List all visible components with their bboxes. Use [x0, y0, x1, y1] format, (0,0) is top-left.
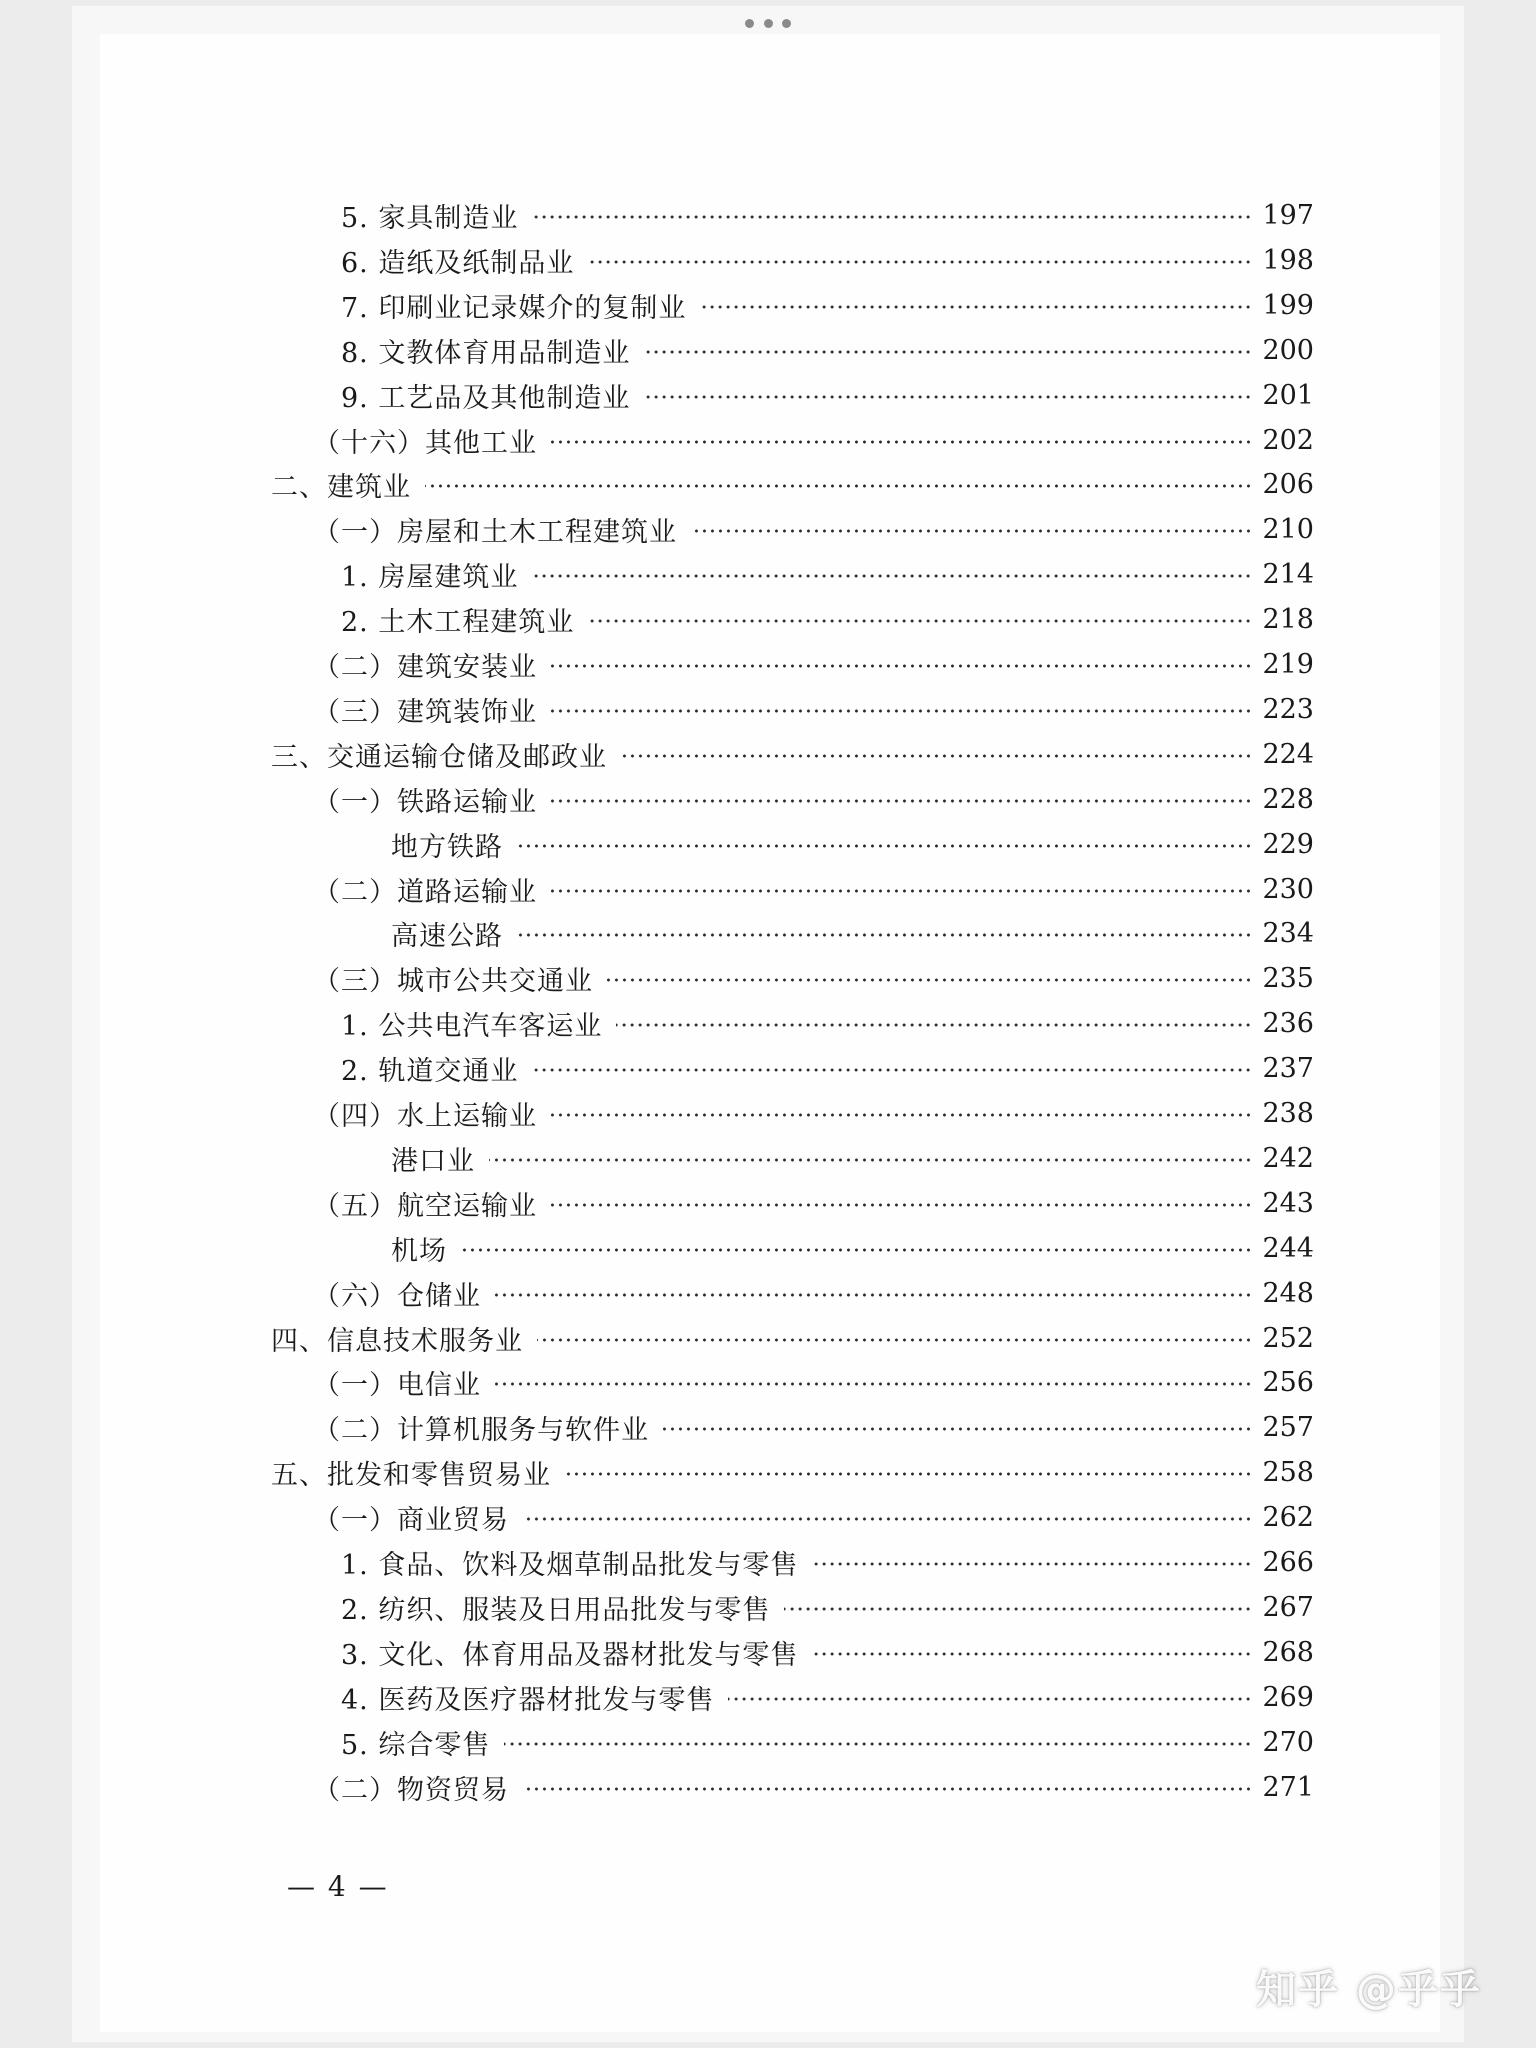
toc-entry-label: （六）仓储业 — [313, 1280, 481, 1312]
toc-entry-label: 三、交通运输仓储及邮政业 — [271, 741, 607, 773]
toc-entry-page: 197 — [1262, 199, 1314, 231]
toc-entry-label: 机场 — [391, 1235, 447, 1267]
dot-leader — [551, 797, 1252, 805]
toc-entry[interactable] — [313, 509, 1314, 549]
toc-entry[interactable] — [313, 644, 1314, 684]
toc-entry[interactable] — [313, 1093, 1314, 1133]
dot-leader — [784, 1605, 1252, 1613]
toc-entry-label: 1. 房屋建筑业 — [341, 561, 519, 593]
dot-leader — [616, 1021, 1252, 1029]
toc-entry-label: （一）电信业 — [313, 1369, 481, 1401]
dot-leader — [523, 1515, 1252, 1523]
dot-leader — [728, 1695, 1252, 1703]
toc-entry-label: （三）城市公共交通业 — [313, 965, 593, 997]
toc-entry-page: 219 — [1262, 648, 1314, 680]
toc-entry[interactable] — [391, 824, 1314, 864]
toc-entry[interactable] — [341, 1587, 1314, 1627]
toc-entry[interactable] — [341, 330, 1314, 370]
toc-entry-label: 9. 工艺品及其他制造业 — [341, 382, 631, 414]
dot-leader — [644, 393, 1252, 401]
toc-entry[interactable] — [271, 464, 1314, 504]
toc-entry-page: 248 — [1262, 1277, 1314, 1309]
toc-entry-page: 199 — [1262, 289, 1314, 321]
dot-leader — [532, 213, 1252, 221]
dot-leader — [607, 976, 1252, 984]
toc-entry-page: 237 — [1262, 1052, 1314, 1084]
toc-entry-page: 236 — [1262, 1007, 1314, 1039]
toc-entry-label: 6. 造纸及纸制品业 — [341, 247, 575, 279]
toc-entry[interactable] — [313, 689, 1314, 729]
toc-entry-page: 210 — [1262, 513, 1314, 545]
toc-entry-label: 8. 文教体育用品制造业 — [341, 337, 631, 369]
dot-leader — [489, 1156, 1252, 1164]
dot-leader — [461, 1246, 1252, 1254]
toc-entry[interactable] — [271, 1318, 1314, 1358]
toc-entry-page: 201 — [1262, 379, 1314, 411]
dot-leader — [537, 1336, 1252, 1344]
toc-entry-label: 二、建筑业 — [271, 471, 411, 503]
dot-leader — [644, 348, 1252, 356]
toc-entry-page: 218 — [1262, 603, 1314, 635]
toc-entry-page: 268 — [1262, 1636, 1314, 1668]
toc-entry-label: 7. 印刷业记录媒介的复制业 — [341, 292, 687, 324]
toc-entry[interactable] — [391, 1228, 1314, 1268]
toc-entry-page: 258 — [1262, 1456, 1314, 1488]
toc-entry[interactable] — [313, 1273, 1314, 1313]
dot-leader — [504, 1740, 1252, 1748]
toc-entry-page: 234 — [1262, 917, 1314, 949]
toc-entry-label: （一）房屋和土木工程建筑业 — [313, 516, 677, 548]
toc-entry[interactable] — [341, 1003, 1314, 1043]
toc-entry-label: 2. 纺织、服装及日用品批发与零售 — [341, 1594, 771, 1626]
toc-entry[interactable] — [341, 1542, 1314, 1582]
toc-entry-page: 229 — [1262, 828, 1314, 860]
dot-leader — [551, 887, 1252, 895]
toc-entry-label: 港口业 — [391, 1145, 475, 1177]
toc-entry[interactable] — [341, 1722, 1314, 1762]
dot-leader — [551, 1111, 1252, 1119]
toc-entry[interactable] — [313, 420, 1314, 460]
toc-entry-label: 1. 公共电汽车客运业 — [341, 1010, 603, 1042]
toc-entry[interactable] — [313, 1183, 1314, 1223]
toc-entry-label: 高速公路 — [391, 920, 503, 952]
toc-entry[interactable] — [313, 869, 1314, 909]
toc-entry-page: 257 — [1262, 1411, 1314, 1443]
toc-entry-page: 269 — [1262, 1681, 1314, 1713]
toc-entry-label: 1. 食品、饮料及烟草制品批发与零售 — [341, 1549, 799, 1581]
toc-entry[interactable] — [313, 1497, 1314, 1537]
dot-leader — [812, 1560, 1252, 1568]
toc-entry-page: 244 — [1262, 1232, 1314, 1264]
toc-entry-label: 五、批发和零售贸易业 — [271, 1459, 551, 1491]
toc-entry-page: 266 — [1262, 1546, 1314, 1578]
dot-leader — [517, 842, 1252, 850]
watermark: 知乎 @乎乎 — [1256, 1967, 1482, 2013]
toc-entry-page: 224 — [1262, 738, 1314, 770]
dot-leader — [551, 707, 1252, 715]
table-of-contents — [100, 34, 1440, 2032]
toc-entry[interactable] — [341, 285, 1314, 325]
toc-entry[interactable] — [271, 734, 1314, 774]
toc-entry-page: 206 — [1262, 468, 1314, 500]
dot-leader — [691, 527, 1252, 535]
toc-entry-page: 243 — [1262, 1187, 1314, 1219]
toc-entry-page: 252 — [1262, 1322, 1314, 1354]
toc-entry[interactable] — [391, 913, 1314, 953]
toc-entry-label: 3. 文化、体育用品及器材批发与零售 — [341, 1639, 799, 1671]
document-page — [100, 34, 1440, 2032]
dot-leader — [551, 438, 1252, 446]
toc-entry-page: 198 — [1262, 244, 1314, 276]
toc-entry-label: （十六）其他工业 — [313, 427, 537, 459]
toc-entry-page: 256 — [1262, 1366, 1314, 1398]
toc-entry[interactable] — [313, 1767, 1314, 1807]
dot-leader — [700, 303, 1252, 311]
page-number: — 4 — — [287, 1870, 389, 1903]
dot-leader — [621, 752, 1252, 760]
toc-entry-page: 230 — [1262, 873, 1314, 905]
toc-entry-page: 223 — [1262, 693, 1314, 725]
toc-entry-label: （三）建筑装饰业 — [313, 696, 537, 728]
toc-entry[interactable] — [341, 240, 1314, 280]
toc-entry[interactable] — [341, 599, 1314, 639]
toc-entry-label: （二）物资贸易 — [313, 1774, 509, 1806]
toc-entry-page: 267 — [1262, 1591, 1314, 1623]
dot-leader — [495, 1380, 1252, 1388]
more-options-icon[interactable] — [745, 16, 791, 30]
dot-leader — [663, 1425, 1252, 1433]
toc-entry-label: （五）航空运输业 — [313, 1190, 537, 1222]
dot-leader — [425, 482, 1252, 490]
dot-leader — [812, 1650, 1252, 1658]
toc-entry[interactable] — [341, 1048, 1314, 1088]
dot-leader — [565, 1470, 1252, 1478]
toc-entry-label: 4. 医药及医疗器材批发与零售 — [341, 1684, 715, 1716]
toc-entry-label: （二）道路运输业 — [313, 876, 537, 908]
toc-entry-label: 5. 家具制造业 — [341, 202, 519, 234]
toc-entry-page: 202 — [1262, 424, 1314, 456]
dot-leader — [551, 1201, 1252, 1209]
toc-entry[interactable] — [313, 958, 1314, 998]
toc-entry-page: 238 — [1262, 1097, 1314, 1129]
toc-entry-page: 262 — [1262, 1501, 1314, 1533]
toc-entry-label: 5. 综合零售 — [341, 1729, 491, 1761]
toc-entry-page: 228 — [1262, 783, 1314, 815]
toc-entry[interactable] — [341, 1632, 1314, 1672]
toc-entry[interactable] — [341, 1677, 1314, 1717]
dot-leader — [523, 1785, 1252, 1793]
toc-entry[interactable] — [341, 195, 1314, 235]
toc-entry[interactable] — [391, 1138, 1314, 1178]
dot-leader — [532, 572, 1252, 580]
toc-entry[interactable] — [313, 1407, 1314, 1447]
toc-entry-label: 四、信息技术服务业 — [271, 1325, 523, 1357]
toc-entry-label: （四）水上运输业 — [313, 1100, 537, 1132]
dot-leader — [588, 617, 1252, 625]
dot-leader — [588, 258, 1252, 266]
toc-entry[interactable] — [341, 375, 1314, 415]
toc-entry[interactable] — [313, 1362, 1314, 1402]
toc-entry[interactable] — [313, 779, 1314, 819]
dot-leader — [495, 1291, 1252, 1299]
toc-entry-label: 2. 土木工程建筑业 — [341, 606, 575, 638]
toc-entry-page: 270 — [1262, 1726, 1314, 1758]
toc-entry-page: 214 — [1262, 558, 1314, 590]
toc-entry-label: （二）建筑安装业 — [313, 651, 537, 683]
dot-leader — [517, 931, 1252, 939]
toc-entry[interactable] — [271, 1452, 1314, 1492]
toc-entry-label: （一）商业贸易 — [313, 1504, 509, 1536]
dot-leader — [532, 1066, 1252, 1074]
toc-entry-page: 235 — [1262, 962, 1314, 994]
toc-entry[interactable] — [341, 554, 1314, 594]
toc-entry-page: 242 — [1262, 1142, 1314, 1174]
toc-entry-page: 271 — [1262, 1771, 1314, 1803]
toc-entry-page: 200 — [1262, 334, 1314, 366]
toc-entry-label: 2. 轨道交通业 — [341, 1055, 519, 1087]
toc-entry-label: （二）计算机服务与软件业 — [313, 1414, 649, 1446]
toc-entry-label: （一）铁路运输业 — [313, 786, 537, 818]
toc-entry-label: 地方铁路 — [391, 831, 503, 863]
dot-leader — [551, 662, 1252, 670]
